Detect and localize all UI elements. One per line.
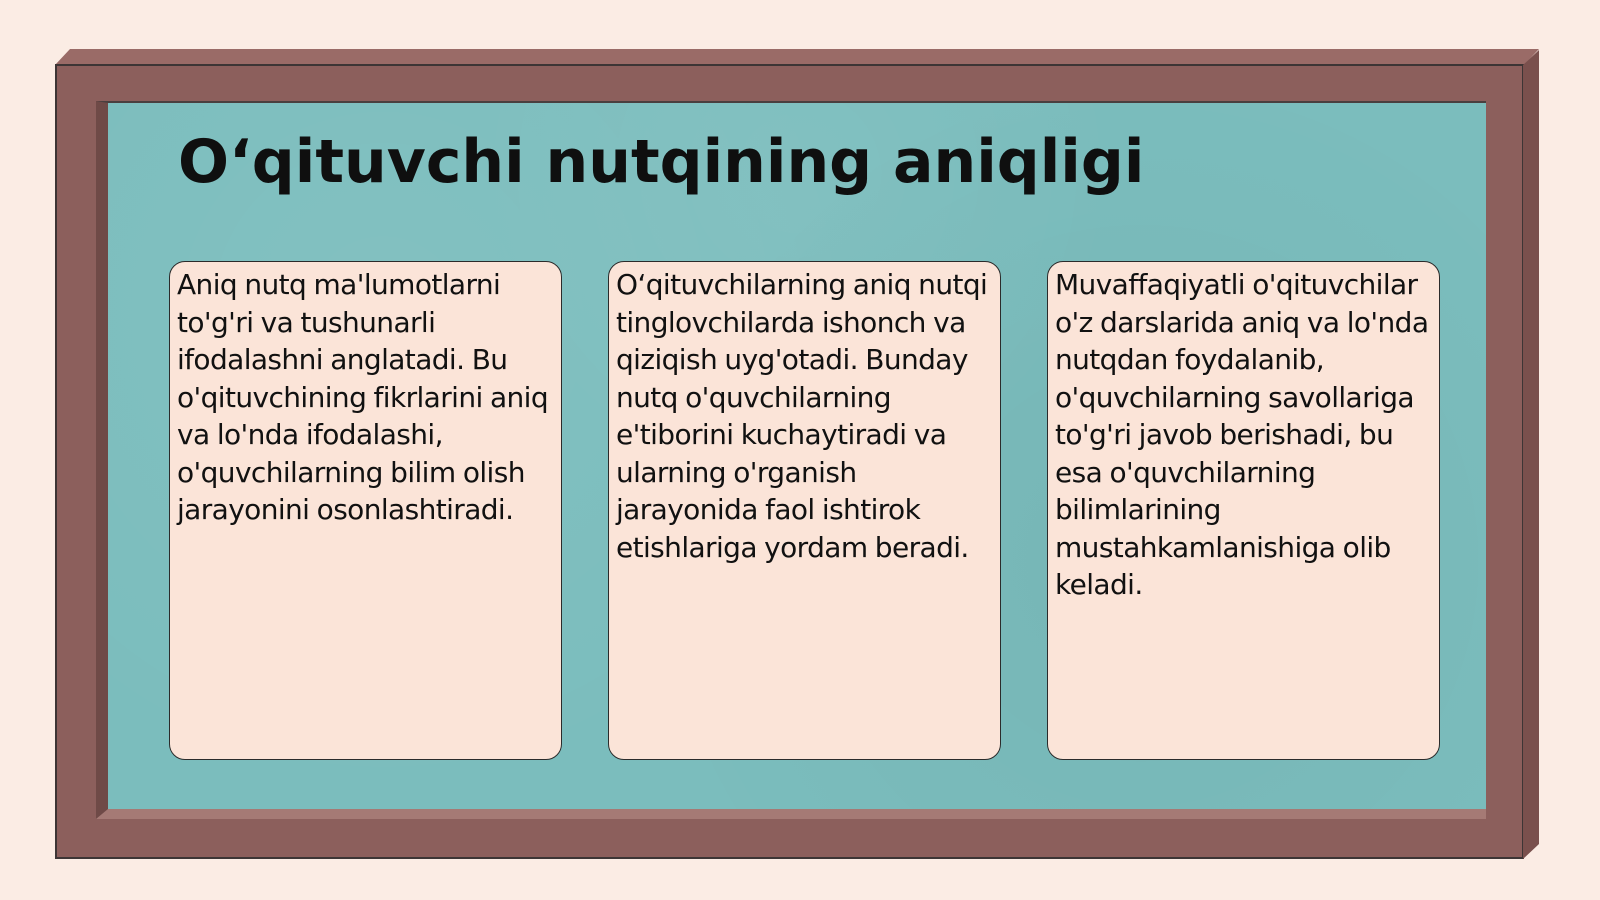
card-1-text: Aniq nutq ma'lumotlarni to'g'ri va tushunarli ifodalashni anglatadi. Bu o'qituvchining fikrlarini aniq va lo'nda ifodalashi, o'quvchilarning bilim olish jarayonini osonlashtiradi. <box>177 268 549 526</box>
text-card-2 <box>608 261 1001 760</box>
card-3-text: Muvaffaqiyatli o'qituvchilar o'z darslarida aniq va lo'nda nutqdan foydalanib, o'quvchilarning savollariga to'g'ri javob berishadi, bu esa o'quvchilarning bilimlarining mustahkamlanishiga olib keladi. <box>1055 268 1429 601</box>
card-2-text: O‘qituvchilarning aniq nutqi tinglovchilarda ishonch va qiziqish uyg'otadi. Bunday nutq o'quvchilarning e'tiborini kuchaytiradi va ularning o'rganish jarayonida faol ishtirok etishlariga yordam beradi. <box>616 268 988 564</box>
board-frame-top-edge <box>55 49 1539 65</box>
slide-title: O‘qituvchi nutqining aniqligi <box>178 127 1145 197</box>
board-frame-right-edge <box>1523 50 1539 859</box>
text-card-1 <box>169 261 562 760</box>
text-card-3 <box>1047 261 1440 760</box>
